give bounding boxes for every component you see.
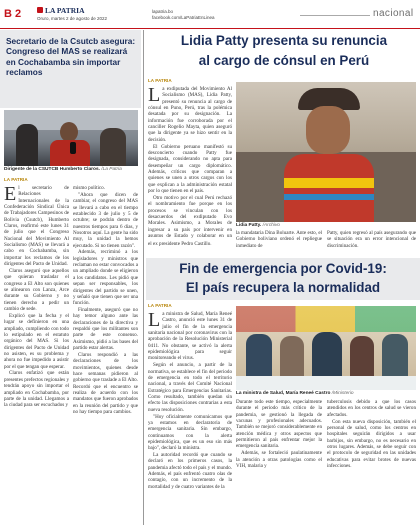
city-date: Oruro, martes 2 de agosto de 2022 [37, 16, 108, 21]
bottom-tag: LA PATRIA [148, 303, 172, 308]
person-left [16, 124, 38, 166]
contact-line-1: lapatria.bo [152, 9, 174, 14]
left-caption [4, 167, 142, 172]
bottom-headline-2: El país recupera la normalidad [185, 280, 381, 295]
paragraph: Con esta nueva disposición, también el personal de salud, como los centros en hospitales seguirán dirigidos a usar barbijos, sin embargo, no es necesario en otros lugares. Además, se debe seguir con el protocolo de seguridad en las unidades educativas para evitar brotes de nuevas infecciones. [327, 418, 416, 469]
paragraph [148, 86, 232, 143]
top-under-photo-text-2: Patty, quien regresó al país asegurando que se situación era un error intencional de discriminación. [327, 230, 416, 249]
paragraph [148, 311, 232, 362]
shawl-pattern-2 [284, 194, 374, 200]
paragraph: Finalmente, aseguró que no hay temor alguno ante las declaraciones de la directiva y respaldó que los militantes son parte de este consenso. Asimismo, pidió a las bases del partido estar alertas. [73, 307, 138, 352]
paragraph: Además, se fortaleció paulatinamente la atención a otras patologías como el VIH, malaria y [236, 450, 322, 469]
paragraph: La autoridad recordó que cuando se declaró en los primeros casos, la pandemia afectó todo el país y el mundo. Además, el país enfrentó cuatro olas de contagio, con un incremento de la mortalidad y de cuatro variantes de la [148, 452, 232, 490]
bottom-col-2 [236, 399, 322, 525]
top-under-photo-col-1 [236, 230, 322, 256]
left-vertical-rule [143, 30, 144, 525]
bottom-caption-bold: La ministra de Salud, María Reneé Castro [236, 391, 331, 396]
left-col-2 [73, 185, 138, 525]
person-right [100, 128, 126, 166]
paragraph: "Ahora que dicen de cambiar, el congreso del MAS se llevará a cabo en el tiempo establecido 3 de julio y 5 de octubre; se podrán dentro de nuestros tiempos para 6 días, y Nosotros aquí. La gente ha sido muy, la unidad la hemos ejecutado. Si no tienen razón". [73, 191, 138, 249]
left-caption-credit: /La Patria [101, 167, 122, 172]
left-tag: LA PATRIA [4, 177, 28, 182]
paragraph: Claros aseguró que aquellos que quieran trasladar el congreso a El Alto son quienes se alinearon con Lanza, Arce durante su Gobierno y no tienen derecho a pedir un cambio de sede. [4, 267, 69, 313]
top-tag: LA PATRIA [148, 78, 172, 83]
face [306, 106, 350, 154]
bottom-col-3 [327, 399, 416, 525]
header-rule [300, 15, 370, 16]
top-caption-bold: Lidia Patty. [236, 223, 262, 228]
paper-logo [37, 6, 117, 24]
left-caption-bold: Dirigente de la CSUTCB Humberto Claros. [4, 167, 100, 172]
paragraph: mismo político. [73, 185, 105, 191]
paragraph: Durante todo este tiempo, especialmente durante el periodo más crítico de la pandemia, se gestionó la llegada de vacunas y profesionales adecuados. También se mejoró considerablemente en atención médica y otros aspectos que permitieron al país enfrentar mejor la emergencia sanitaria. [236, 399, 322, 450]
page-number: B 2 [4, 8, 22, 20]
top-headline-1: Lidia Patty presenta su renuncia [180, 33, 388, 48]
left-headline: Secretario de la Csutcb asegura: Congreso del MAS se realizará en Cochabamba sin importar reclamos [6, 36, 136, 78]
drop-cap: L [148, 311, 161, 331]
paragraph-text: l secretario de Relaciones Internacionales de la Confederación Sindical Única de Trabajadores Campesinos de Bolivia (Csutcb), Humberto Claros, reafirmó este lunes 31 de julio que el Congreso Nacional del Movimiento Al Socialismo (MAS) se llevará a cabo en Cochabamba, sin importar los reclamos de los dirigentes del Pacto de Unidad. [4, 185, 69, 268]
microphone [70, 142, 76, 154]
paragraph: Claros enfatizó que están presentes prefectos regionales y tendrán apoyo sin importar el ampliado en Cochabamba, por parte de la unidad. Llegamos a la ciudad para ser escuchados y [4, 370, 69, 409]
person-center-head [60, 122, 78, 142]
shawl [284, 154, 374, 222]
bottom-caption-credit: /Ministerio [331, 391, 354, 396]
paragraph: el ex presidente Pedro Castillo. [148, 241, 212, 247]
paragraph: Además, recriminó a los legisladores y ministros que reclaman no estar convocados a un ampliado donde se eligieron a los candidatos. Les pidió que sepan ser responsables, los dirigentes del partido se unen, y señaló que tienen que ser una función. [73, 249, 138, 307]
paper-name: LA PATRIA [45, 6, 85, 15]
logo-flag-icon [37, 7, 43, 13]
drop-cap: L [148, 86, 161, 106]
drop-cap: E [4, 185, 17, 205]
paragraph: Explicó que la fecha y el lugar se definieron en una ampliado, cumpliendo con todo lo estipulado en el estatuto orgánico del MAS. Si los dirigentes del Pacto de Unidad no asisten, es su problema y ahora no fue impedido a asistir por el que tengan que esperar. [4, 312, 69, 370]
claros-photo [4, 110, 138, 166]
minister-photo [236, 306, 416, 390]
paragraph-text: a exdiputada del Movimiento Al Socialismo (MAS), Lidia Patty, presentó su renuncia al cargo de cónsul en Puno, Perú, tras la polémica desatada por su designación. La información fue corroborada por el canciller Rogelio Mayta, quien aseguró que la dirigente ya se hizo sentir en la decisión. [148, 86, 232, 143]
bottom-col-1 [148, 311, 232, 525]
paragraph [4, 185, 69, 267]
header-divider [0, 28, 420, 29]
top-under-photo-col-2 [327, 230, 416, 256]
podium-table [236, 376, 416, 390]
section-name: nacional [373, 8, 414, 19]
bottom-headline-1: Fin de emergencia por Covid-19: [179, 261, 387, 276]
patty-photo [236, 82, 416, 222]
left-col-1 [4, 185, 69, 525]
bottom-caption [236, 391, 416, 396]
paragraph: Claros respondió a las declaraciones de los movimientos, quienes desde hace semanas pidieron al gobierno que traslade a El Alto. Recordó que el encuentro se realiza de acuerdo con los mandatos que fueron aprobados en la reunión del partido y que no hay tiempo para cambios. [73, 351, 138, 416]
paragraph: "Hoy oficialmente comunicamos que ya estamos en declaratoria de emergencia sanitaria. Sin embargo, continuamos con la alerta epidemiológica, que es un eso sin más bajo", declaró la ministra. [148, 413, 232, 452]
top-under-photo-text-1: la mandataria Dina Boluarte. Ante esto, el Gobierno boliviano ordenó el repliegue inmediato de [236, 230, 322, 249]
paragraph: Según el anuncio, a partir de la normativa, se establece el fin del periodo de emergencia en todo el territorio nacional, a través del Comité Nacional Estratégico para Emergencias Sanitarias. Como resultado, también quedan sin efecto las disposiciones contrarias a esta nueva resolución. [148, 362, 232, 413]
page-header [0, 0, 420, 27]
bottom-headline-band [146, 258, 420, 300]
top-headline-2: al cargo de cónsul en Perú [198, 53, 370, 68]
top-caption-credit: /Archivo [262, 223, 280, 228]
top-caption [236, 223, 416, 228]
paragraph: El Gobierno peruano manifestó su desconcierto cuando Patty fue designada, considerando no apta para desempeñar un cargo diplomático. Además, críticos que comparan a quienes se unen a otros cargos con los que explican a la administración estatal por lo que tienen en el país. [148, 143, 232, 194]
paragraph: Otro motivo por el cual Perú rechazó el nombramiento fue porque en los procesos se vinculan con los desacuerdos del exdiputado Evo Morales. Asimismo, a Morales de ingresar a su país por intervenir en asuntos de Estado y colaborar en un [148, 194, 232, 239]
top-col-1-tail [148, 241, 232, 256]
left-headline-box [0, 30, 141, 108]
contact-line-2: facebook.com/LaPatriaEnLinea [152, 15, 215, 20]
flag-banner [236, 306, 416, 332]
top-col-1 [148, 86, 232, 240]
shawl-pattern [284, 178, 374, 188]
paragraph-text: a ministra de Salud, María Reneé Castro, anunció este lunes 31 de julio el fin de la emergencia sanitaria nacional por coronavirus con la aprobación de la Resolución Ministerial 0411. No obstante, se activó la alerta epidemiológica para seguir monitoreando el virus. [148, 311, 232, 362]
paragraph: tuberculosis debido a que los casos atendidos en los centros de salud se vieron afectados. [327, 399, 416, 418]
